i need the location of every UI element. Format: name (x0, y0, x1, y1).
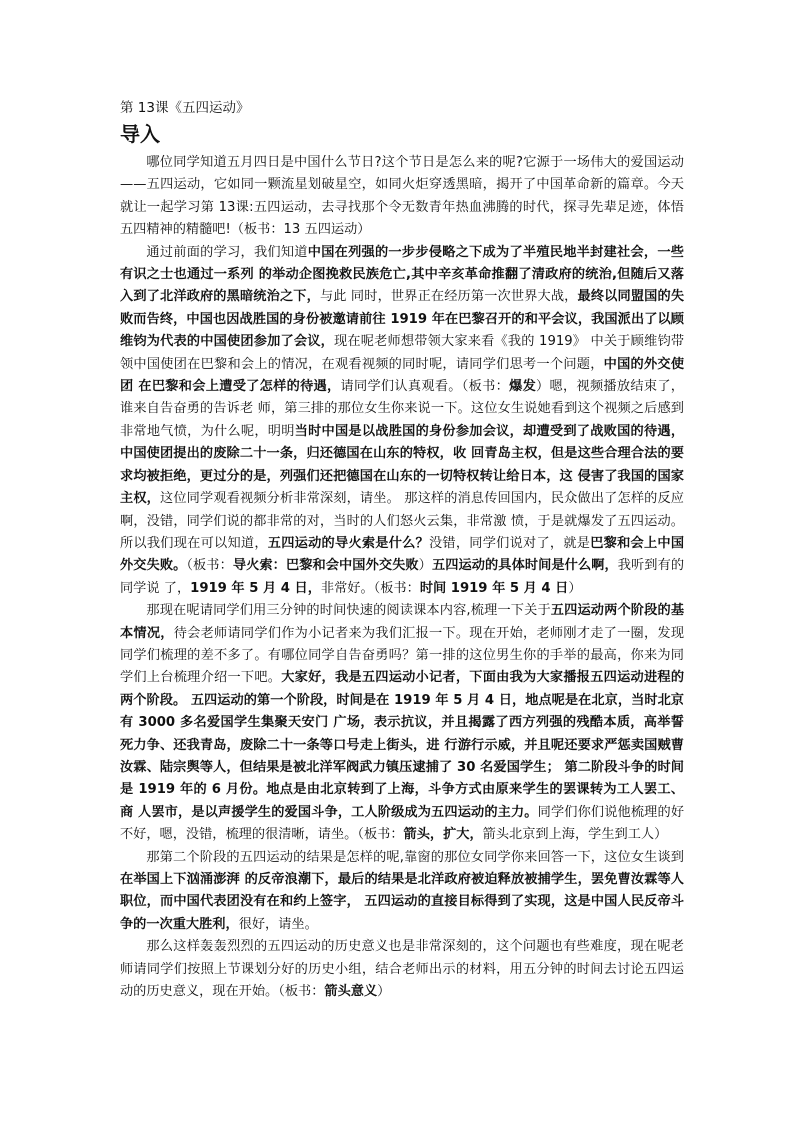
bold-text-run: 最终以同盟国的失败而告终，中国也因战胜国的身份被邀请前往 1919 年在巴黎召开的和平会议，我国派出了以顾维钧为代表的中国使团参加了会议， (120, 289, 685, 350)
bold-text-run: 箭头意义 (324, 984, 378, 1000)
paragraph-list (120, 152, 684, 1003)
paragraph (120, 152, 684, 242)
paragraph (120, 847, 684, 937)
bold-text-run: 五四运动的具体时间是什么啊， (431, 558, 618, 574)
bold-text-run: 巴黎和会上中国外交失败。 (120, 535, 685, 574)
bold-text-run: 1919 年 5 月 4 日， (190, 580, 321, 596)
text-run: 那现在呢请同学们用三分钟的时间快速的阅读课本内容,梳理一下关于 (146, 603, 551, 619)
bold-text-run: 当时中国是以战胜国的身份参加会议，却遭受到了战败国的待遇，中国使团提出的废除二十一条，归还德国在山东的特权，收 回青岛主权，但是这些合理合法的要求均被拒绝，更过分的是，列强们还把德国在山东的一切特权转让给日本，这 侵害了我国的国家主权， (120, 423, 685, 507)
bold-text-run: 五四运动的直接目标得到了实现，这是中国人民反帝斗争的一次重大胜利， (120, 894, 685, 932)
bold-text-run: 中国的外交使团 在巴黎和会上遭受了怎样的待遇， (120, 356, 684, 395)
bold-text-run: 大家好，我是五四运动小记者，下面由我为大家播报五四运动进程的两个阶段。 五四运动的第一个阶段，时间是在 1919 年 5 月 4 日，地点呢是在北京，当时北京有 3000 多名爱国学生集聚天安门 广场，表示抗议，并且揭露了西方列强的残酷本质，高举誓死力争、还我青岛，废除二十一条等口号走上街头，进 行游行示威，并且呢还要求严惩卖国贼曹汝霖、陆宗舆等人，但结果是被北洋军阀武力镇压逮捕了 30 名爱国学生； 第二阶段斗争的时间是 1919 年的 6 月份。地点是由北京转到了上海，斗争方式由原来学生的罢课转为工人罢工、商 人罢市，是以声援学生的爱国斗争，工人阶级成为五四运动的主力。 (120, 670, 685, 820)
text-run: 我听到有的同学说 了， (120, 558, 685, 596)
bold-text-run: 在举国上下汹涌澎湃 的反帝浪潮下，最后的结果是北洋政府被迫释放被捕学生，罢免曹汝霖等人职位，而中国代表团没有在和约上签字， (120, 872, 684, 910)
bold-text-run: 五四运动的导火索是什么？ (267, 535, 429, 551)
text-run: 同学们你们说他梳理的好不好，嗯，没错，梳理的很清晰，请坐。（板书： (120, 804, 685, 843)
document-content (120, 98, 684, 1003)
bold-text-run: 时间 1919 年 5 月 4 日 (419, 580, 569, 596)
bold-text-run: 中国在列强的一步步侵略之下成为了半殖民地半封建社会，一些有识之士也通过一系列 的举动企图挽救民族危亡,其中辛亥革命推翻了清政府的统治,但随后又落入到了北洋政府的黑暗统治之下， (120, 244, 684, 305)
text-run: 箭头北京到上海，学生到工人） (482, 827, 668, 843)
bold-text-run: 导火索：巴黎和会中国外交失败 (232, 558, 419, 574)
text-run: 与此 同时，世界正在经历第一次世界大战， (319, 289, 578, 305)
text-run: 哪位同学知道五月四日是中国什么节日?这个节日是怎么来的呢?它源于一场伟大的爱国运动——五四运动，它如同一颗流星划破星空，如同火炬穿透黑暗，揭开了中国革命新的篇章。今天就让一起学习第 13课:五四运动，去寻找那个令无数青年热血沸腾的时代，探寻先辈足迹，体悟五四精神的精髓吧!（板书：13 五四运动） (120, 155, 684, 238)
text-run: 那第二个阶段的五四运动的结果是怎样的呢,靠窗的那位女同学你来回答一下，这位女生谈到 (146, 849, 684, 865)
text-run: 这位同学观看视频分析非常深刻，请坐。 那这样的消息传回国内，民众做出了怎样的反应啊，没错，同学们说的都非常的对，当时的人们怒火云集，非常激 愤，于是就爆发了五四运动。所以我们现在可以知道， (120, 491, 684, 551)
bold-text-run: 爆发 (509, 379, 537, 395)
paragraph (120, 936, 684, 1003)
lesson-title: 第 13课《五四运动》 (120, 100, 250, 116)
text-run: 很好，请坐。 (238, 916, 318, 932)
text-run: 请同学们认真观看。（板书： (340, 379, 510, 395)
section-heading: 导入 (120, 122, 160, 146)
text-run: 待会老师请同学们作为小记者来为我们汇报一下。现在开始，老师刚才走了一圈，发现同学们梳理的差不多了。有哪位同学自告奋勇吗？第一排的这位男生你的手举的最高，你来为同学们上台梳理介绍一下吧。 (120, 625, 685, 686)
text-run: ）嗯，视频播放结束了，谁来自告奋勇的告诉老 师，第三排的那位女生你来说一下。这位女生说她看到这个视频之后感到非常地气愤，为什么呢，明明 (120, 379, 684, 439)
text-run: 现在呢老师想带领大家来看《我的 1919》 中关于顾维钧带领中国使团在巴黎和会上的情况，在观看视频的同时呢，请同学们思考一个问题， (120, 334, 685, 372)
text-run: （板书： (186, 558, 233, 574)
text-run: 非常好。（板书： (320, 580, 420, 596)
bold-text-run: 箭头，扩大， (403, 827, 483, 843)
bold-text-run: 五四运动两个阶段的基本情况， (120, 603, 685, 641)
paragraph (120, 600, 684, 846)
text-run: 通过前面的学习，我们知道 (146, 244, 308, 260)
text-run: ） (377, 984, 391, 1000)
text-run: 没错，同学们说对了，就是 (429, 535, 591, 551)
text-run: ） (568, 580, 582, 596)
text-run: 那么这样轰轰烈烈的五四运动的历史意义也是非常深刻的，这个问题也有些难度，现在呢老师请同学们按照上节课划分好的历史小组，结合老师出示的材料，用五分钟的时间去讨论五四运动的历史意义，现在开始。（板书： (120, 939, 684, 1000)
text-run: ） (418, 558, 432, 574)
paragraph (120, 242, 684, 601)
